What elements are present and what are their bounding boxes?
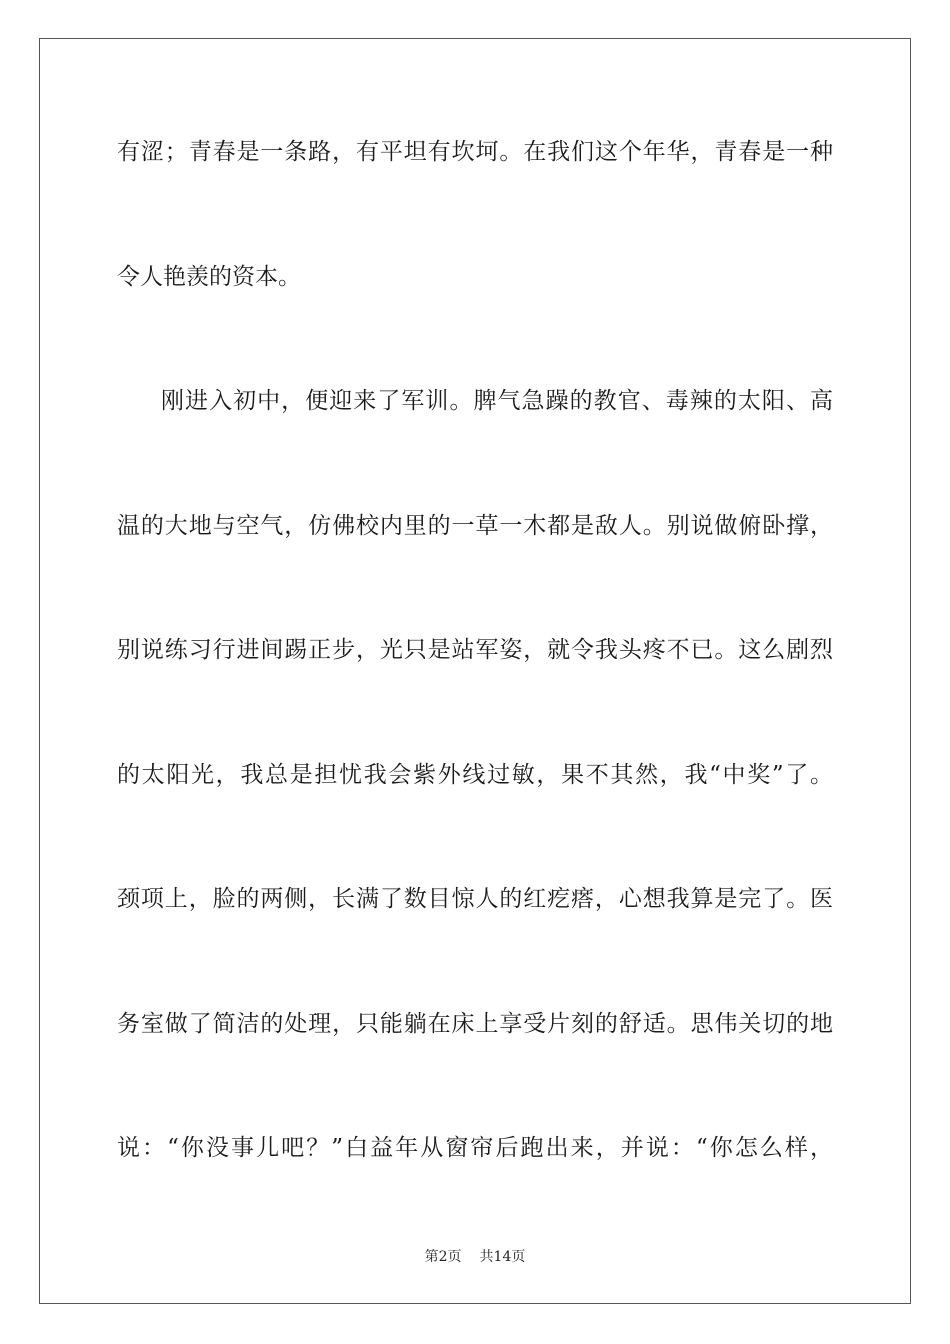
text-line: 温的大地与空气，仿佛校内里的一草一木都是敌人。别说做俯卧撑， <box>117 513 833 539</box>
total-pages: 共14页 <box>479 1249 526 1265</box>
text-line: 有涩；青春是一条路，有平坦有坎坷。在我们这个年华，青春是一种 <box>117 139 833 165</box>
text-line: 说：“你没事儿吧？”白益年从窗帘后跑出来，并说：“你怎么样， <box>117 1135 833 1161</box>
text-line: 令人艳羡的资本。 <box>117 264 301 290</box>
paragraph-first-line: 刚进入初中，便迎来了军训。脾气急躁的教官、毒辣的太阳、高 <box>161 388 833 414</box>
text-line: 务室做了简洁的处理，只能躺在床上享受片刻的舒适。思伟关切的地 <box>117 1011 833 1037</box>
page-number: 第2页 <box>424 1249 462 1265</box>
page-frame <box>39 38 911 1304</box>
text-line: 的太阳光，我总是担忧我会紫外线过敏，果不其然，我“中奖”了。 <box>117 762 833 788</box>
text-line: 别说练习行进间踢正步，光只是站军姿，就令我头疼不已。这么剧烈 <box>117 637 833 663</box>
page-footer <box>0 1248 950 1266</box>
text-line: 颈项上，脸的两侧，长满了数目惊人的红疙瘩，心想我算是完了。医 <box>117 886 833 912</box>
